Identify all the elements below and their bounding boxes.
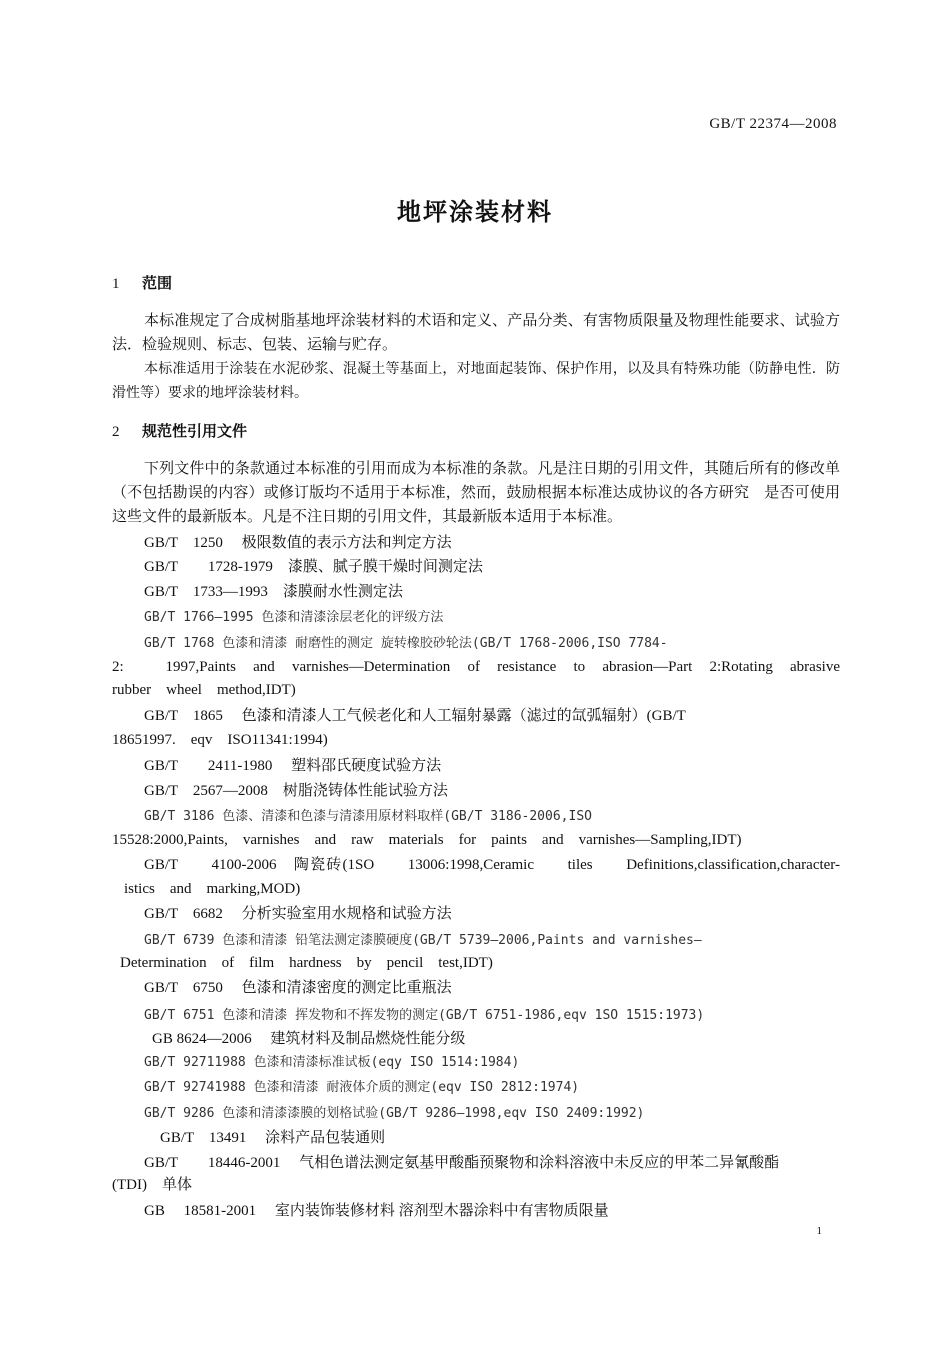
section-2-heading bbox=[112, 420, 247, 441]
normative-references-intro: 下列文件中的条款通过本标准的引用而成为本标准的条款。凡是注日期的引用文件，其随后所有的修改单（不包括勘误的内容）或修订版均不适用于本标准，然而，鼓励根据本标准达成协议的各方研究 是否可使用这些文件的最新版本。凡是不注日期的引用文件，其最新版本适用于本标准。 bbox=[112, 461, 840, 525]
reference-item-continued: istics and marking,MOD) bbox=[124, 881, 301, 897]
reference-item: GB/T 2567—2008 树脂浇铸体性能试验方法 bbox=[144, 783, 448, 799]
reference-item: GB/T 2411-1980 塑料邵氏硬度试验方法 bbox=[144, 758, 442, 774]
scope-paragraph-1: 本标准规定了合成树脂基地坪涂装材料的术语和定义、产品分类、有害物质限量及物理性能要求、试验方法．检验规则、标志、包装、运输与贮存。 bbox=[112, 313, 840, 353]
reference-item: GB/T 1250 极限数值的表示方法和判定方法 bbox=[144, 535, 452, 551]
section-1-title: 范围 bbox=[142, 274, 173, 292]
reference-item-continued: rubber wheel method,IDT) bbox=[112, 682, 296, 698]
reference-item: GB/T 1865 色漆和清漆人工气候老化和人工辐射暴露（滤过的氙弧辐射）(GB/T bbox=[144, 708, 686, 724]
reference-item: GB/T 1768 色漆和清漆 耐磨性的测定 旋转橡胶砂轮法(GB/T 1768-2006,ISO 7784- bbox=[144, 636, 668, 651]
scope-paragraph-2: 本标准适用于涂装在水泥砂浆、混凝土等基面上，对地面起装饰、保护作用，以及具有特殊功能（防静电性．防滑性等）要求的地坪涂装材料。 bbox=[112, 361, 840, 401]
section-1-number: 1 bbox=[112, 276, 120, 292]
document-title: 地坪涂装材料 bbox=[397, 198, 553, 226]
reference-item: GB/T 6750 色漆和清漆密度的测定比重瓶法 bbox=[144, 980, 452, 996]
reference-item-continued: Determination of film hardness by pencil test,IDT) bbox=[120, 955, 493, 971]
page-number: 1 bbox=[816, 1225, 822, 1237]
reference-item: GB/T 6682 分析实验室用水规格和试验方法 bbox=[144, 906, 452, 922]
reference-item-continued: 2: 1997,Paints and varnishes—Determination of resistance to abrasion—Part 2:Rotating abrasive bbox=[112, 659, 840, 675]
reference-item: GB/T 92711988 色漆和清漆标准试板(eqy ISO 1514:1984) bbox=[144, 1055, 520, 1070]
reference-item: GB/T 6739 色漆和清漆 铅笔法测定漆膜硬度(GB/T 5739—2006,Paints and varnishes— bbox=[144, 933, 702, 948]
reference-item-continued: (TDI) 单体 bbox=[112, 1177, 192, 1193]
reference-item: GB/T 1733—1993 漆膜耐水性测定法 bbox=[144, 584, 403, 600]
reference-item: GB/T 92741988 色漆和清漆 耐液体介质的测定(eqv ISO 2812:1974) bbox=[144, 1080, 580, 1095]
reference-item: GB/T 4100-2006 陶瓷砖(1SO 13006:1998,Ceramic tiles Definitions,classification,character- bbox=[144, 857, 840, 873]
reference-item-continued: 18651997. eqv ISO11341:1994) bbox=[112, 732, 328, 748]
reference-item: GB/T 1766—1995 色漆和清漆涂层老化的评级方法 bbox=[144, 610, 444, 625]
section-1-heading bbox=[112, 272, 172, 293]
reference-item: GB/T 9286 色漆和清漆漆膜的划格试验(GB/T 9286—1998,eqv ISO 2409:1992) bbox=[144, 1106, 645, 1121]
reference-item: GB/T 18446-2001 气相色谱法测定氨基甲酸酯预聚物和涂料溶液中未反应的甲苯二异氰酸酯 bbox=[144, 1155, 780, 1171]
reference-item: GB 8624—2006 建筑材料及制品燃烧性能分级 bbox=[152, 1031, 466, 1047]
reference-item: GB/T 13491 涂料产品包装通则 bbox=[160, 1130, 386, 1146]
standard-code: GB/T 22374—2008 bbox=[709, 116, 837, 132]
reference-item: GB/T 3186 色漆、清漆和色漆与清漆用原材料取样(GB/T 3186-2006,ISO bbox=[144, 809, 592, 824]
section-2-title: 规范性引用文件 bbox=[142, 422, 248, 440]
reference-item-continued: 15528:2000,Paints, varnishes and raw materials for paints and varnishes—Sampling,IDT) bbox=[112, 832, 742, 848]
reference-item: GB/T 1728-1979 漆膜、腻子膜干燥时间测定法 bbox=[144, 559, 483, 575]
section-2-number: 2 bbox=[112, 424, 120, 440]
reference-item: GB 18581-2001 室内装饰装修材料 溶剂型木器涂料中有害物质限量 bbox=[144, 1203, 609, 1219]
reference-item: GB/T 6751 色漆和清漆 挥发物和不挥发物的测定(GB/T 6751-1986,eqv 1SO 1515:1973) bbox=[144, 1008, 705, 1023]
